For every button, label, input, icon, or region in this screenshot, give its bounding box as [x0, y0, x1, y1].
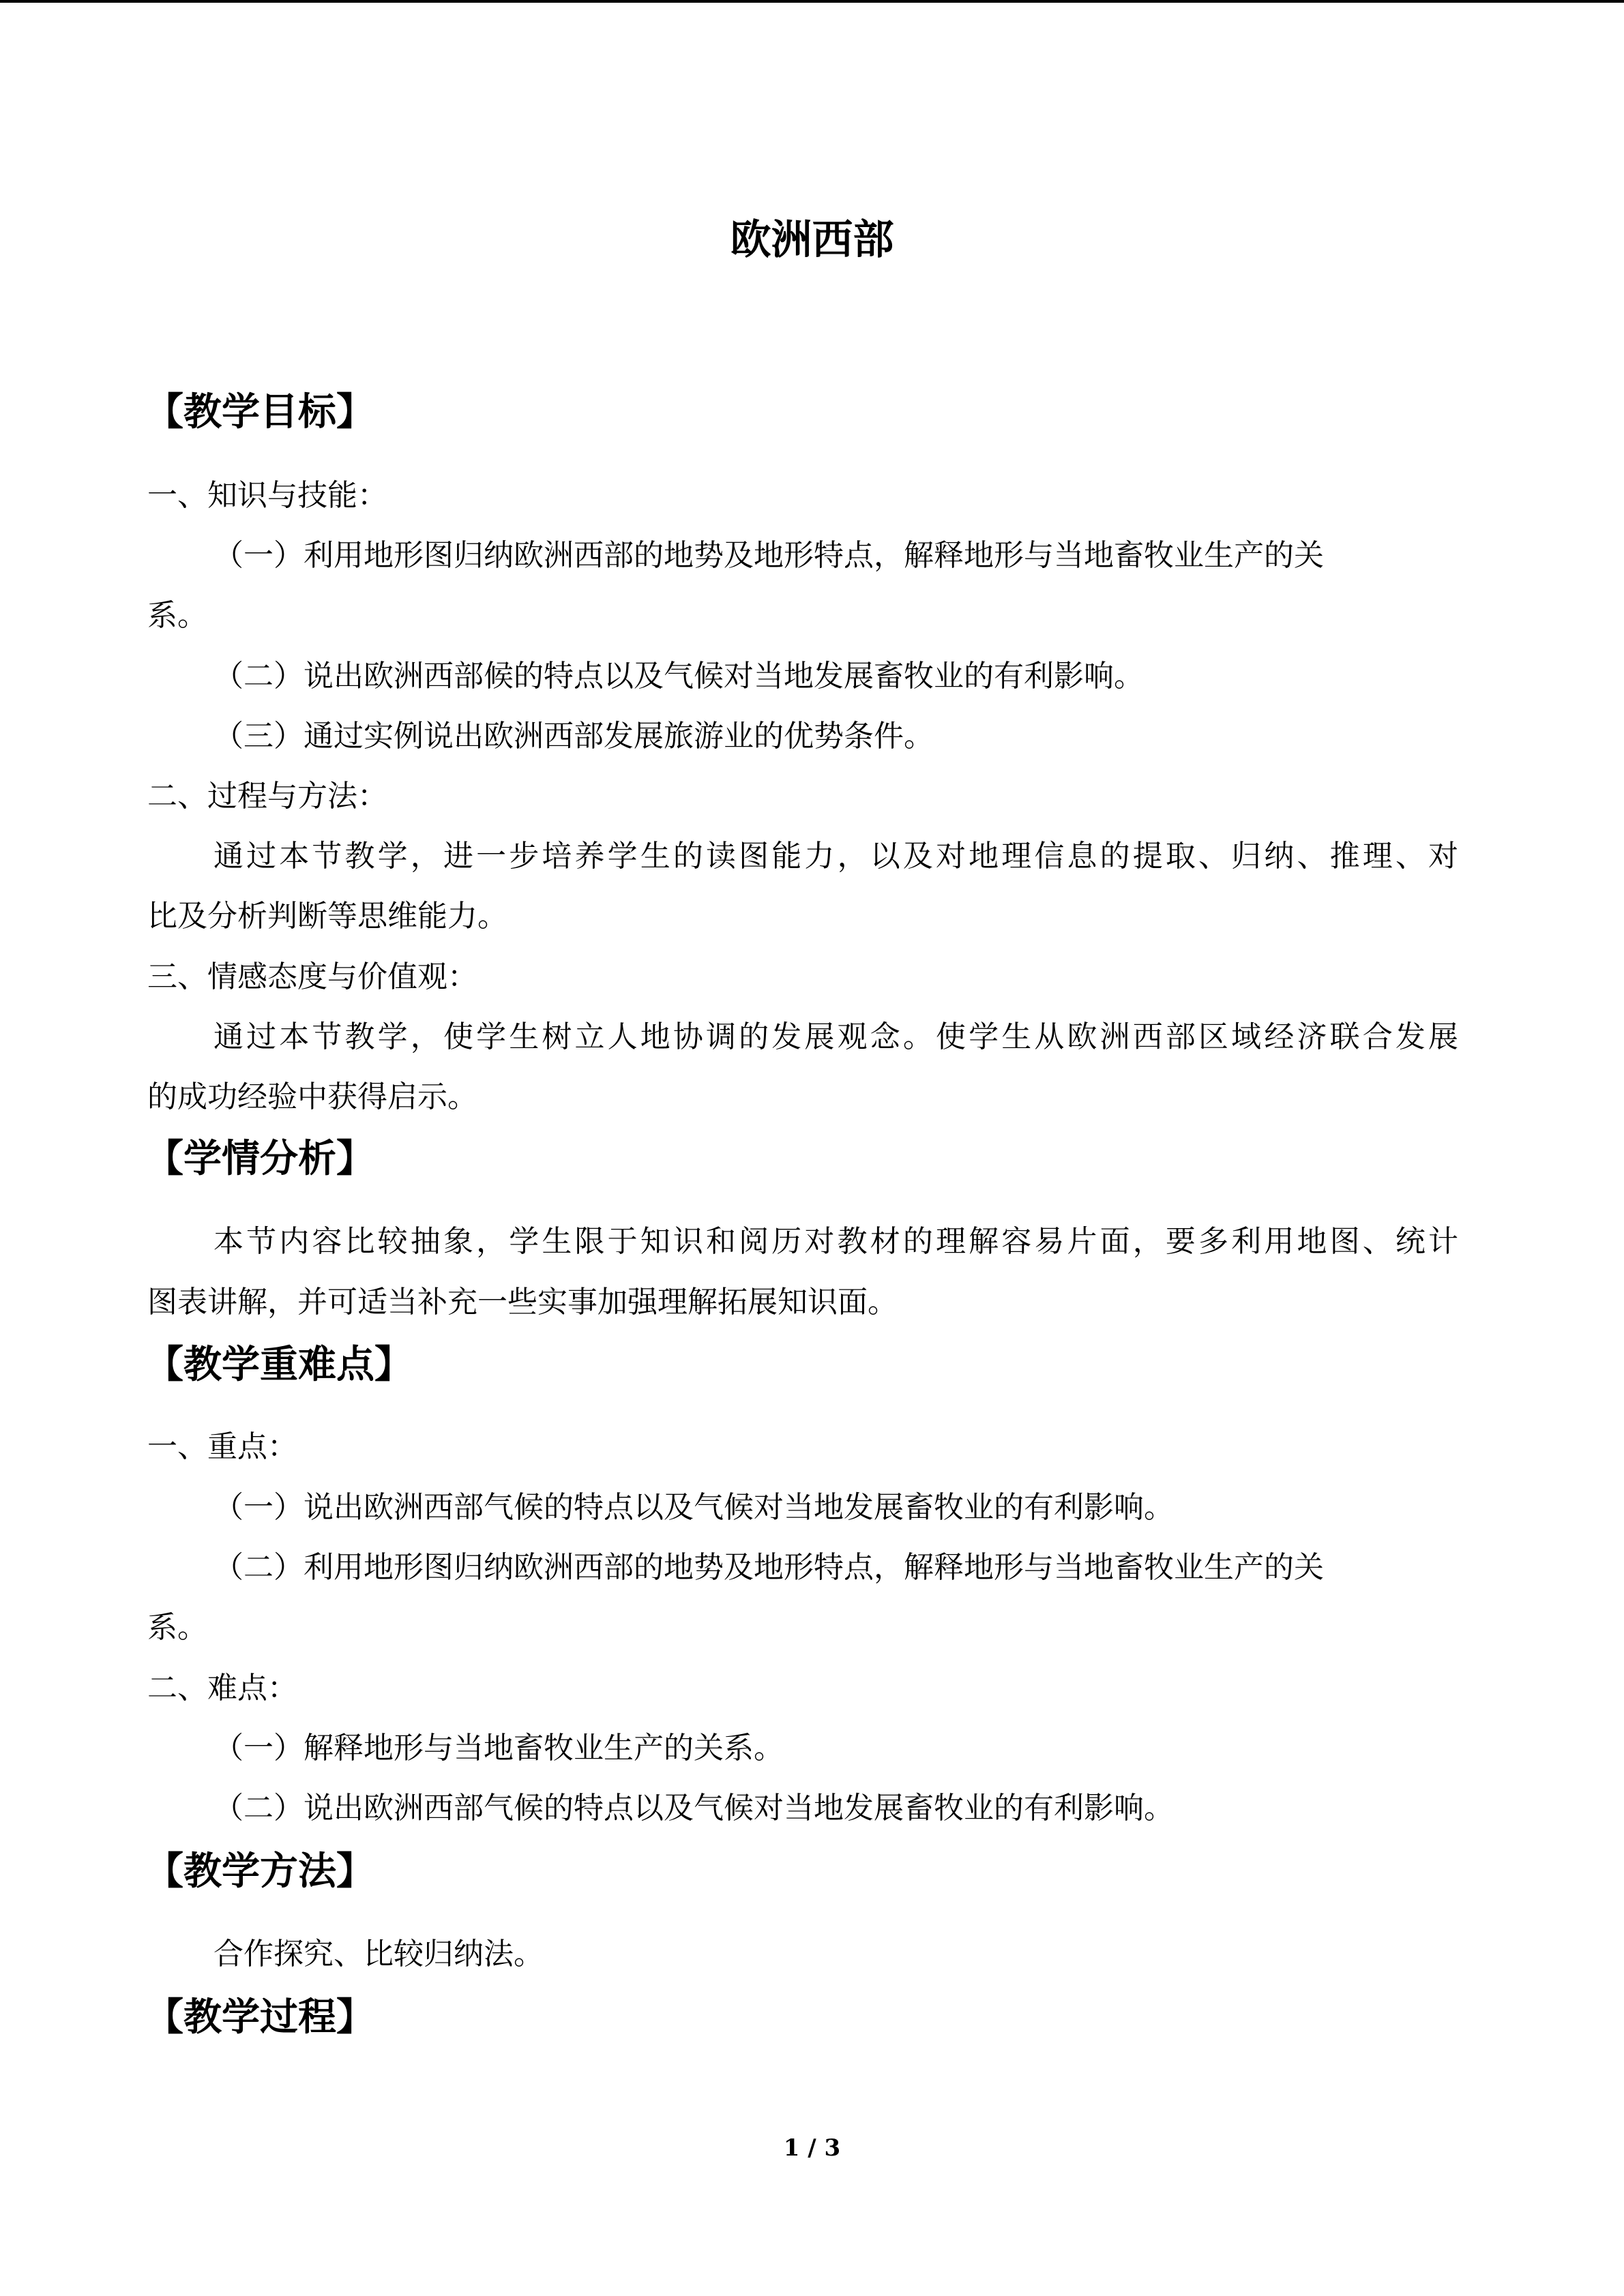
section-heading-analysis: 【学情分析】 — [145, 1137, 374, 1181]
document-title: 欧洲西部 — [730, 216, 894, 264]
focus-label: 一、重点： — [147, 1429, 297, 1464]
section-heading-objectives: 【教学目标】 — [145, 390, 374, 434]
process-method-line-2: 比及分析判断等思维能力。 — [147, 899, 507, 934]
knowledge-item-3: （三）通过实例说出欧洲西部发展旅游业的优势条件。 — [213, 719, 934, 754]
focus-item-2-line-2: 系。 — [147, 1610, 207, 1645]
emotion-values-line-2: 的成功经验中获得启示。 — [147, 1079, 477, 1114]
page-number: 1 / 3 — [783, 2134, 841, 2162]
difficulty-item-2: （二）说出欧洲西部气候的特点以及气候对当地发展畜牧业的有利影响。 — [213, 1791, 1174, 1825]
analysis-line-2: 图表讲解，并可适当补充一些实事加强理解拓展知识面。 — [147, 1285, 898, 1320]
section-heading-key-points: 【教学重难点】 — [145, 1343, 413, 1387]
analysis-line-1: 本节内容比较抽象，学生限于知识和阅历对教材的理解容易片面，要多利用地图、统计 — [213, 1224, 1458, 1259]
knowledge-skills-label: 一、知识与技能： — [147, 478, 387, 513]
knowledge-item-1-line-1: （一）利用地形图归纳欧洲西部的地势及地形特点，解释地形与当地畜牧业生产的关 — [213, 538, 1324, 573]
knowledge-item-1-line-2: 系。 — [147, 598, 207, 633]
difficulty-item-1: （一）解释地形与当地畜牧业生产的关系。 — [213, 1731, 784, 1765]
focus-item-1: （一）说出欧洲西部气候的特点以及气候对当地发展畜牧业的有利影响。 — [213, 1490, 1174, 1525]
emotion-values-label: 三、情感态度与价值观： — [147, 959, 477, 994]
difficulty-label: 二、难点： — [147, 1671, 297, 1705]
process-method-label: 二、过程与方法： — [147, 779, 387, 814]
focus-item-2-line-1: （二）利用地形图归纳欧洲西部的地势及地形特点，解释地形与当地畜牧业生产的关 — [213, 1550, 1324, 1585]
section-heading-process: 【教学过程】 — [145, 1995, 374, 2040]
emotion-values-line-1: 通过本节教学，使学生树立人地协调的发展观念。使学生从欧洲西部区域经济联合发展 — [213, 1019, 1458, 1054]
top-border-line — [0, 0, 1624, 3]
section-heading-methods: 【教学方法】 — [145, 1849, 374, 1894]
knowledge-item-2: （二）说出欧洲西部候的特点以及气候对当地发展畜牧业的有利影响。 — [213, 659, 1144, 694]
methods-text: 合作探究、比较归纳法。 — [213, 1937, 544, 1971]
process-method-line-1: 通过本节教学，进一步培养学生的读图能力，以及对地理信息的提取、归纳、推理、对 — [213, 839, 1458, 874]
